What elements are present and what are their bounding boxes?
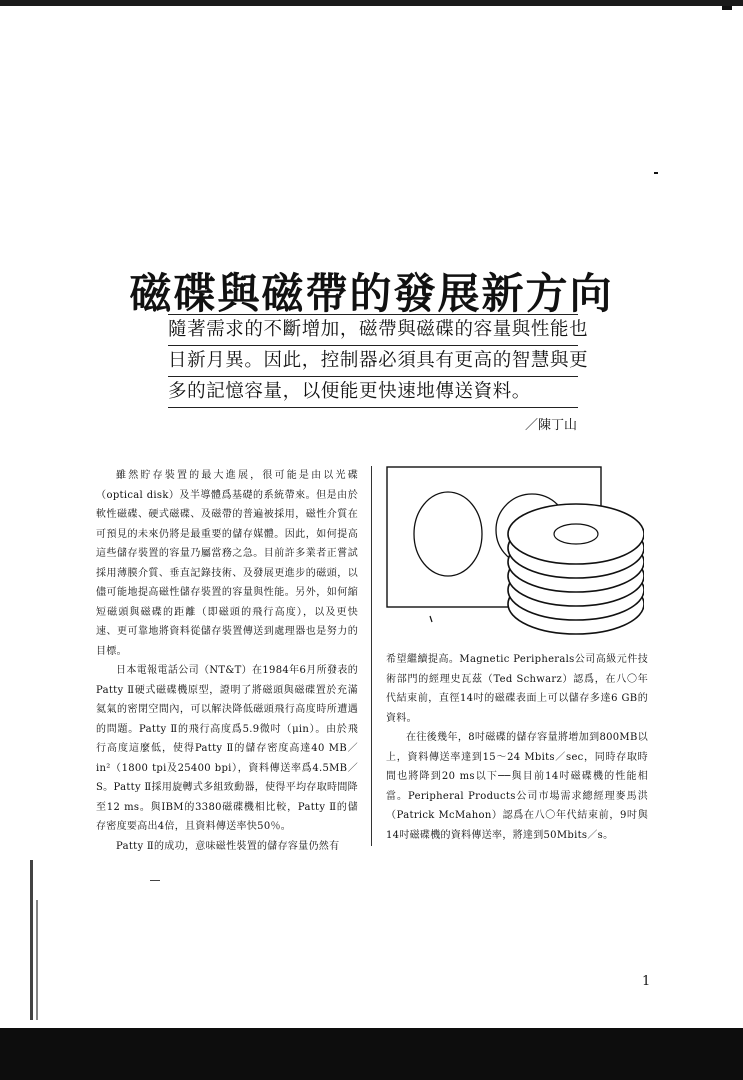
body-paragraph: Patty Ⅱ的成功，意味磁性裝置的儲存容量仍然有 (116, 840, 340, 852)
body-paragraph: 雖然貯存裝置的最大進展，很可能是由以光碟（optical disk）及半導體爲基礎的系統帶來。但是由於軟性磁碟、硬式磁碟、及磁帶的普遍被採用，磁性介質在可預見的未來仍將是最重要的儲存媒體。因此，如何提高這些儲存裝置的容量乃屬當務之急。目前許多業者正嘗試採用薄膜介質、垂直記錄技術、及發展更進步的磁頭，以儘可能地提高磁性儲存裝置的容量與性能。另外，如何縮短磁頭與磁碟的距離（即磁頭的飛行高度），以及更快速、更可靠地將資料從儲存裝置傳送到處理器也是努力的目標。 (96, 470, 358, 657)
disk-stack (508, 504, 644, 634)
scan-binding-shadow (36, 900, 38, 1020)
disk-face-circle (414, 492, 482, 576)
page-number: 1 (642, 974, 651, 989)
scan-binding-shadow (30, 860, 33, 1020)
article-intro (168, 314, 589, 408)
scan-speck (722, 6, 732, 10)
body-column-left (96, 466, 358, 856)
column-divider (371, 466, 372, 846)
disk-stack-illustration (386, 466, 644, 638)
intro-line: 多的記憶容量，以便能更快速地傳送資料。 (168, 376, 578, 408)
intro-line: 隨著需求的不斷增加，磁帶與磁碟的容量與性能也 (168, 314, 578, 345)
body-paragraph: 希望繼續提高。Magnetic Peripherals公司高級元件技術部門的經理史瓦茲（Ted Schwarz）認爲，在八〇年代結束前，直徑14吋的磁碟表面上可以儲存多達6 GB的資料。 (386, 654, 648, 724)
intro-line: 日新月異。因此，控制器必須具有更高的智慧與更 (168, 345, 578, 376)
author-byline: ／陳丁山 (525, 418, 578, 433)
scan-bottom-edge (0, 1028, 743, 1080)
body-paragraph: 日本電報電話公司（NT&T）在1984年6月所發表的Patty Ⅱ硬式磁碟機原型，證明了將磁頭與磁碟置於充滿氦氣的密閉空間內，可以解決降低磁頭飛行高度時所遭遇的問題。Patty Ⅱ的飛行高度爲5.9微吋（μin）。由於飛行高度這麼低，使得Patty Ⅱ的儲存密度高達40 MB／in²（1800 tpi及25400 bpi），資料傳送率爲4.5MB／S。Patty Ⅱ採用旋轉式多組致動器，使得平均存取時間降至12 ms。與IBM的3380磁碟機相比較，Patty Ⅱ的儲存密度要高出4倍，且資料傳送率快50％。 (96, 665, 358, 832)
article-title: 磁碟與磁帶的發展新方向 (129, 269, 614, 319)
body-paragraph: 在往後幾年，8吋磁碟的儲存容量將增加到800MB以上，資料傳送率達到15～24 Mbits／sec，同時存取時間也將降到20 ms以下──與目前14吋磁碟機的性能相當。Peripheral Products公司市場需求總經理麥馬洪（Patrick McMahon）認爲在八〇年代結束前，9吋與14吋磁碟機的資料傳送率，將達到50Mbits／s。 (386, 732, 648, 841)
scan-top-edge (0, 0, 743, 6)
scan-speck (654, 172, 658, 174)
body-column-right (386, 650, 648, 845)
scan-mark (150, 880, 160, 881)
